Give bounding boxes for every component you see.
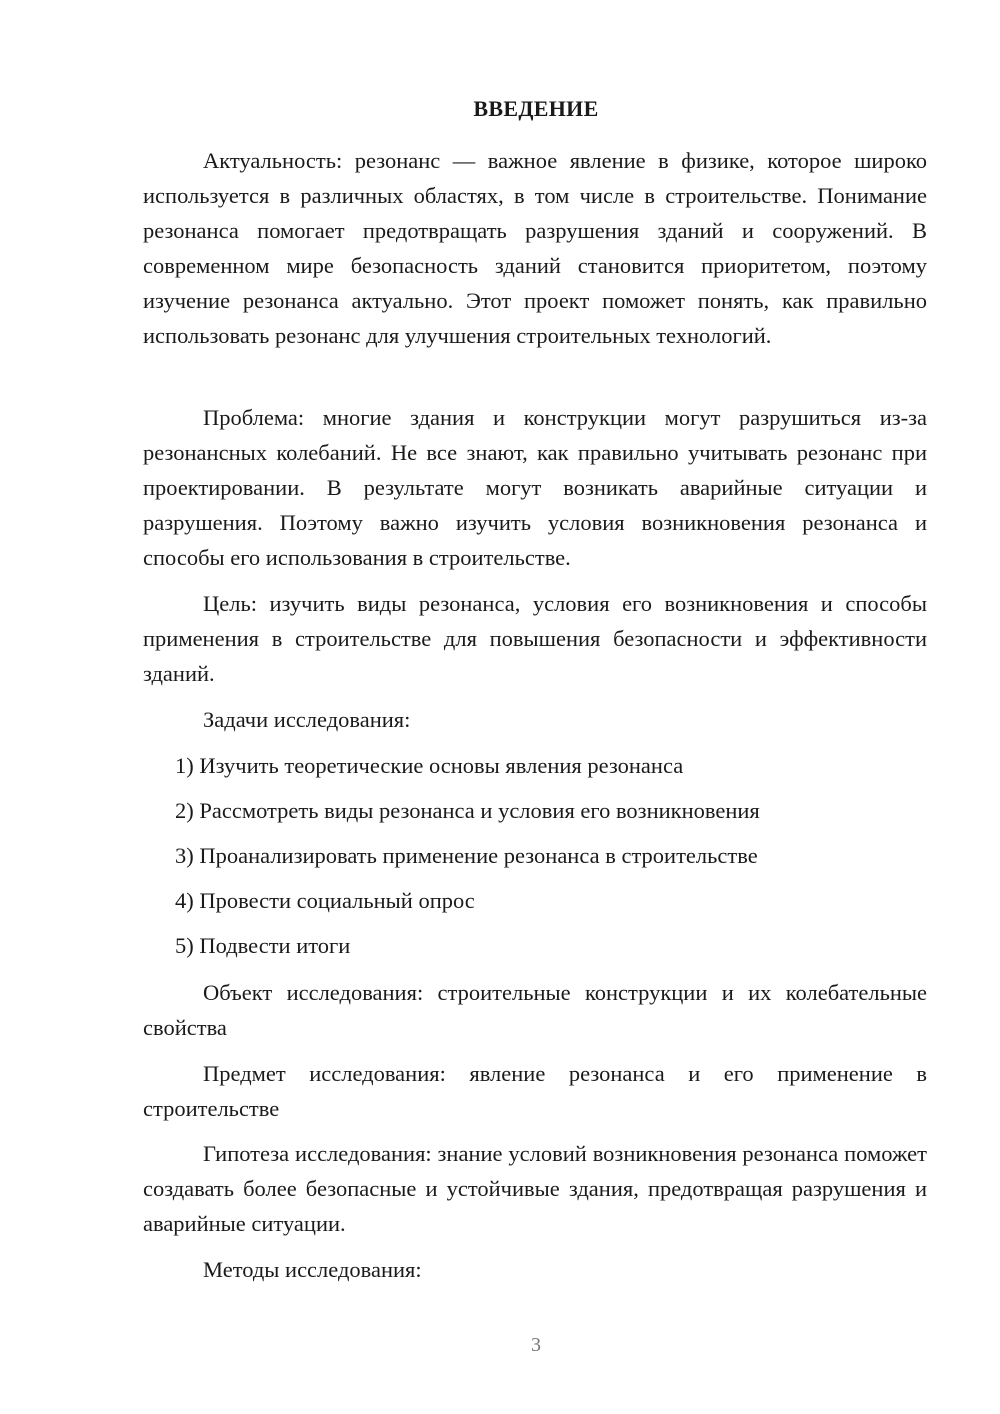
paragraph-relevance: Актуальность: резонанс — важное явление в физике, которое широко используется в различных областях, в том числе в строительстве. Понимание резонанса помогает предотвращать разрушения зданий и сооружений. В современном мире безопасность зданий становится приоритетом, поэтому изучение резонанса актуально. Этот проект поможет понять, как правильно использовать резонанс для улучшения строительных технологий. [143,148,927,348]
paragraph-hypothesis: Гипотеза исследования: знание условий возникновения резонанса поможет создавать более безопасные и устойчивые здания, предотвращая разрушения и аварийные ситуации. [143,1141,927,1236]
task-item-3: 3) Проанализировать применение резонанса в строительстве [175,843,758,868]
paragraph-goal: Цель: изучить виды резонанса, условия его возникновения и способы применения в строительстве для повышения безопасности и эффективности зданий. [143,591,927,686]
paragraph-problem: Проблема: многие здания и конструкции могут разрушиться из-за резонансных колебаний. Не все знают, как правильно учитывать резонанс при проектировании. В результате могут возникать аварийные ситуации и разрушения. Поэтому важно изучить условия возникновения резонанса и способы его использования в строительстве. [143,405,927,570]
task-item-1: 1) Изучить теоретические основы явления резонанса [175,753,684,778]
tasks-title: Задачи исследования: [203,707,411,732]
task-item-4: 4) Провести социальный опрос [175,888,475,913]
task-item-5: 5) Подвести итоги [175,933,351,958]
methods-title: Методы исследования: [203,1257,422,1282]
paragraph-object: Объект исследования: строительные конструкции и их колебательные свойства [143,980,927,1040]
task-item-2: 2) Рассмотреть виды резонанса и условия его возникновения [175,798,760,823]
page-number: 3 [531,1334,541,1356]
paragraph-subject: Предмет исследования: явление резонанса и его применение в строительстве [143,1061,927,1121]
page-title: ВВЕДЕНИЕ [473,96,599,121]
